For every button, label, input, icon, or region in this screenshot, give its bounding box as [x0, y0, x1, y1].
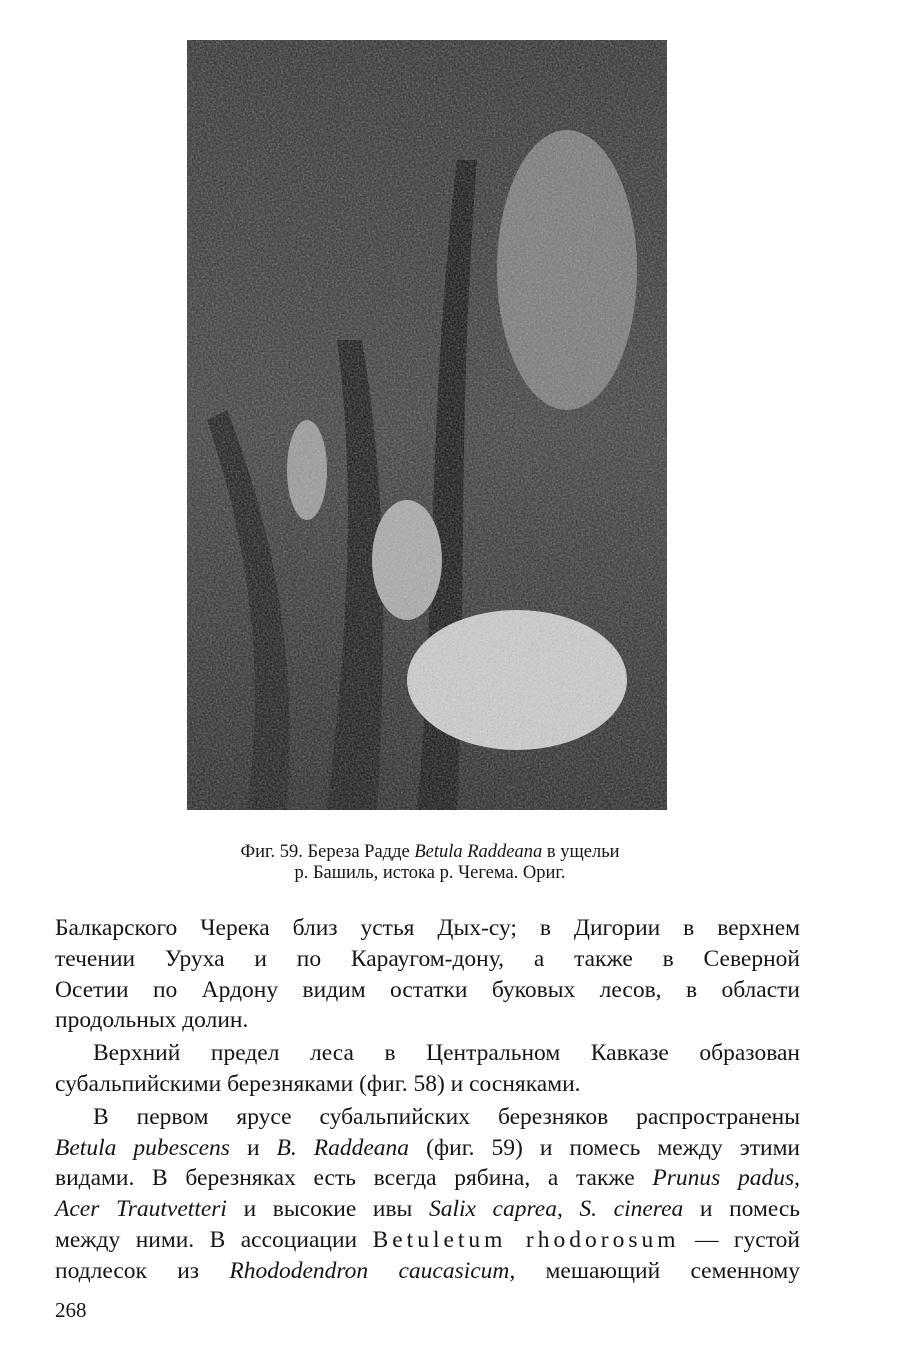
paragraph	[55, 1038, 800, 1100]
text-segment: Верхний предел леса в Центральном Кавказе образован	[93, 1040, 800, 1067]
text-segment: — густой	[679, 1226, 801, 1253]
italic-latin-name: Betula pubescens	[55, 1134, 230, 1161]
italic-latin-name: Rhododendron caucasicum,	[229, 1257, 516, 1284]
text-line	[55, 1038, 800, 1069]
text-segment: р. Башиль, истока р. Чегема. Ориг.	[294, 863, 566, 883]
text-line	[55, 1133, 800, 1164]
text-segment: мешающий семенному	[515, 1257, 800, 1284]
text-segment: Осетии по Ардону видим остатки буковых лесов, в области	[55, 976, 800, 1003]
body-text	[55, 913, 800, 1289]
text-segment: Балкарского Черека близ устья Дых-су; в Дигории в верхнем	[55, 915, 800, 941]
text-segment: и высокие ивы	[226, 1196, 429, 1223]
text-segment: (фиг. 59) и помесь между этими	[409, 1134, 801, 1161]
italic-latin-name: B. Raddeana	[276, 1134, 410, 1161]
spaced-association-name: Betuletum rhodorosum	[372, 1226, 680, 1253]
paragraph	[55, 1102, 800, 1287]
text-line	[55, 1069, 800, 1100]
text-segment: подлесок из	[55, 1257, 230, 1284]
italic-latin-name: Salix caprea, S. cinerea	[428, 1196, 684, 1223]
text-line	[55, 1163, 800, 1194]
figure-caption	[150, 842, 710, 884]
text-line	[55, 944, 800, 975]
figure-photo-birch-forest	[187, 40, 667, 810]
text-line	[55, 1256, 800, 1287]
text-line	[55, 1102, 800, 1133]
text-segment: в ущельи	[542, 842, 620, 862]
caption-line	[150, 863, 710, 884]
text-segment: и помесь	[683, 1196, 801, 1223]
text-segment: Фиг. 59. Береза Радде	[240, 842, 415, 862]
paragraph	[55, 913, 800, 1036]
text-line	[55, 913, 800, 944]
text-segment: течении Уруха и по Караугом-дону, а также в Северной	[55, 945, 800, 972]
italic-latin-name: Prunus padus,	[652, 1165, 800, 1192]
text-line	[55, 1194, 800, 1225]
text-line	[55, 975, 800, 1006]
text-segment: между ними. В ассоциации	[55, 1226, 373, 1253]
text-segment: субальпийскими березняками (фиг. 58) и сосняками.	[55, 1070, 581, 1097]
text-line	[55, 1225, 800, 1256]
caption-line	[150, 842, 710, 863]
text-segment: продольных долин.	[55, 1007, 249, 1034]
page-number: 268	[55, 1298, 87, 1322]
text-segment: видами. В березняках есть всегда рябина, а также	[55, 1165, 653, 1192]
italic-latin-name: Betula Raddeana	[414, 842, 543, 862]
text-segment: В первом ярусе субальпийских березняков распространены	[93, 1103, 800, 1130]
text-line	[55, 1005, 800, 1036]
text-segment: и	[229, 1134, 277, 1161]
italic-latin-name: Acer Trautvetteri	[55, 1196, 227, 1223]
